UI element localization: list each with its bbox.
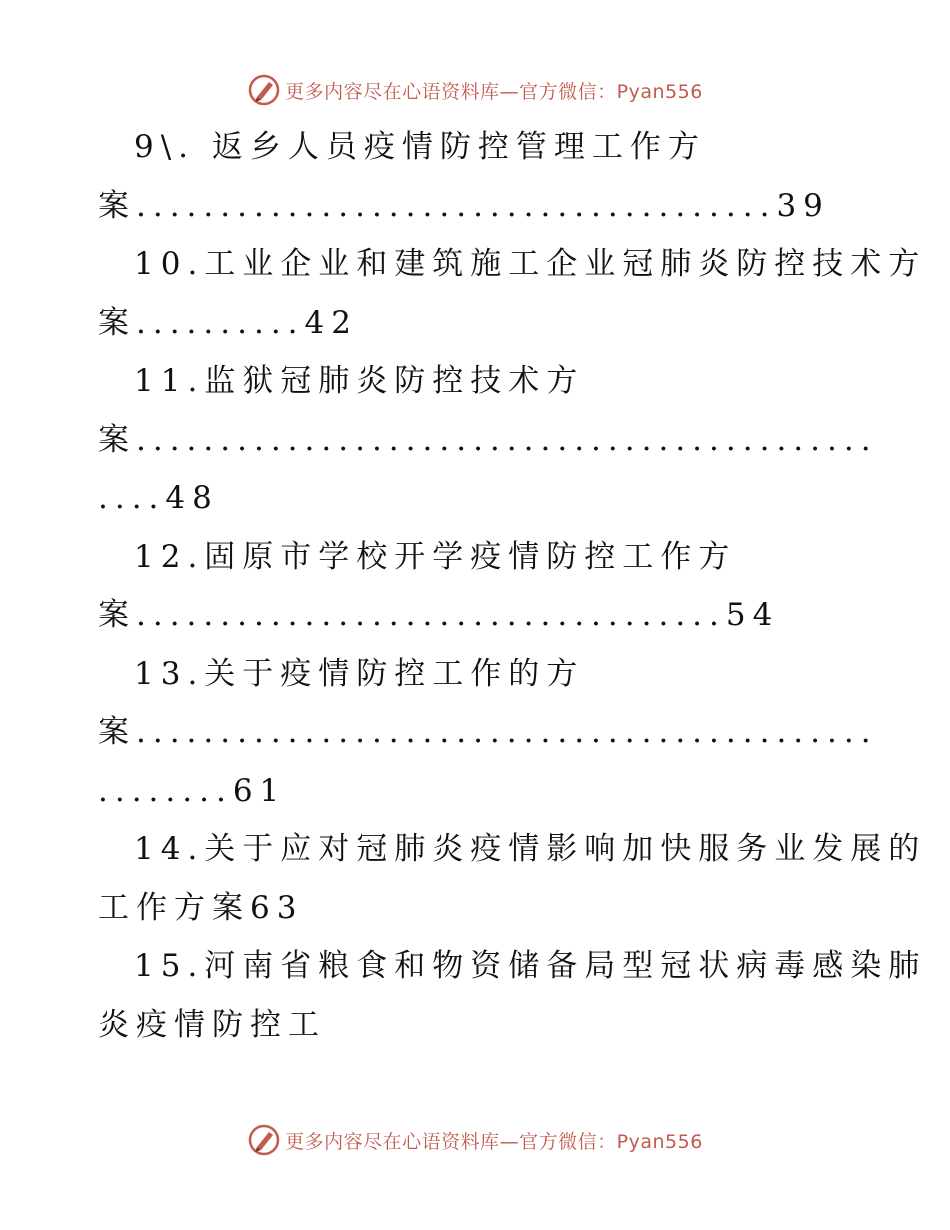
toc-line: 案............................................ (98, 421, 878, 458)
toc-line: 12.固原市学校开学疫情防控工作方 (134, 538, 737, 575)
pen-logo-icon (247, 1123, 281, 1157)
toc-line: ........61 (98, 772, 287, 809)
toc-line: 案............................................ (98, 714, 878, 750)
header-watermark (0, 70, 950, 110)
toc-line: 案......................................39 (98, 187, 830, 224)
toc-line: 9\. 返乡人员疫情防控管理工作方 (134, 129, 706, 165)
toc-line: 案...................................54 (98, 597, 780, 633)
toc-line: 10.工业企业和建筑施工企业冠肺炎防控技术方 (134, 246, 927, 282)
pen-logo-icon (247, 73, 281, 107)
footer-watermark (0, 1120, 950, 1160)
toc-line: 炎疫情防控工 (98, 1006, 326, 1043)
toc-line: 14.关于应对冠肺炎疫情影响加快服务业发展的 (134, 831, 927, 867)
toc-line: 案..........42 (98, 304, 358, 341)
toc-line: ....48 (98, 480, 219, 516)
table-of-contents (98, 118, 927, 1054)
toc-line: 工作方案63 (98, 889, 304, 926)
toc-line: 13.关于疫情防控工作的方 (134, 655, 585, 692)
watermark-text: 更多内容尽在心语资料库—官方微信：Pyan556 (285, 80, 703, 103)
toc-line: 15.河南省粮食和物资储备局型冠状病毒感染肺 (134, 948, 927, 984)
toc-line: 11.监狱冠肺炎防控技术方 (134, 363, 585, 399)
watermark-text: 更多内容尽在心语资料库—官方微信：Pyan556 (285, 1130, 703, 1153)
